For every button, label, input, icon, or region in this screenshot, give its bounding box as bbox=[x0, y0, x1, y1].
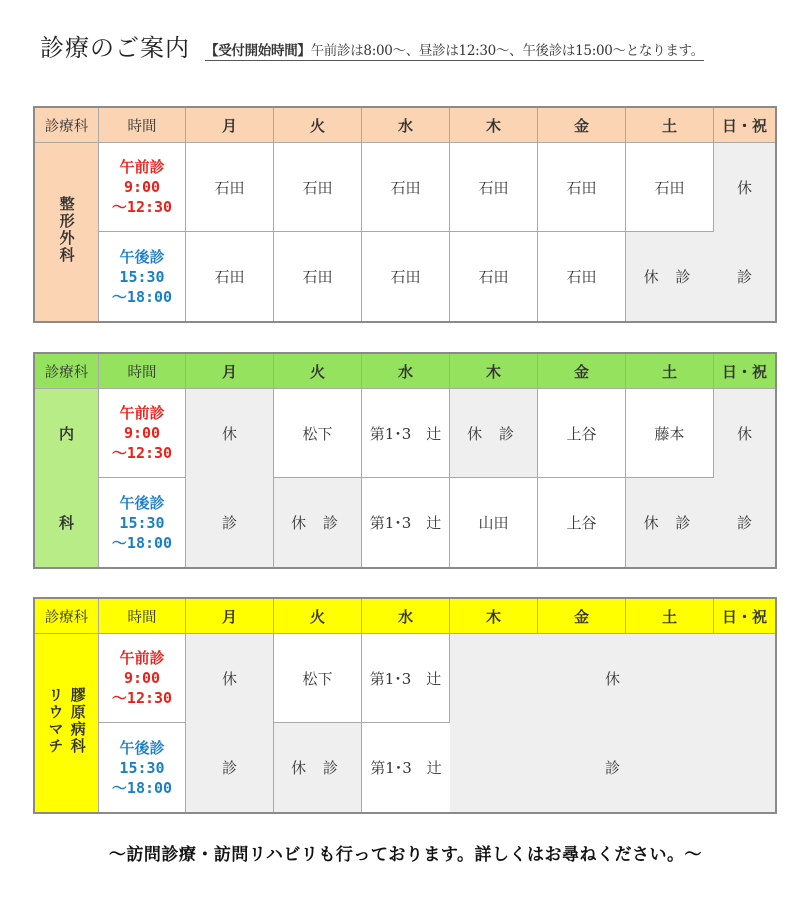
pm-end: ～18:00 bbox=[111, 287, 173, 306]
internal-pm-row bbox=[35, 478, 775, 567]
table-header-row bbox=[35, 108, 775, 143]
pm-start: 15:30 bbox=[119, 758, 165, 777]
pm-end: ～18:00 bbox=[111, 533, 173, 552]
internal-sunhol-closed bbox=[714, 389, 775, 567]
table-header-row bbox=[35, 599, 775, 634]
am-period-cell bbox=[99, 389, 186, 478]
header-sat: 土 bbox=[626, 599, 714, 634]
closed-label: 休 診 bbox=[643, 514, 697, 532]
rheum-am-row bbox=[35, 634, 775, 723]
orthopedics-schedule-table bbox=[33, 106, 777, 323]
closed-char-2: 診 bbox=[736, 514, 752, 532]
closed-char-1: 休 bbox=[736, 425, 752, 443]
header-mon: 月 bbox=[186, 354, 274, 389]
orthopedics-pm-row bbox=[35, 232, 775, 321]
rheumatology-schedule-table bbox=[33, 597, 777, 814]
orthopedics-dept-cell bbox=[35, 143, 99, 321]
ortho-sunhol-closed bbox=[714, 143, 775, 321]
pm-label: 午後診 bbox=[119, 493, 165, 512]
closed-char-1: 休 bbox=[736, 179, 752, 197]
pm-period-cell bbox=[99, 723, 186, 812]
page-header bbox=[40, 28, 800, 62]
closed-char-2: 診 bbox=[221, 759, 237, 777]
ortho-pm-mon: 石田 bbox=[186, 232, 274, 321]
rheum-dept-cell bbox=[35, 634, 99, 812]
header-mon: 月 bbox=[186, 108, 274, 143]
ortho-pm-sat-closed bbox=[626, 232, 714, 321]
internal-dept-char-1: 内 bbox=[58, 425, 74, 443]
ortho-pm-thu: 石田 bbox=[450, 232, 538, 321]
header-tue: 火 bbox=[274, 354, 362, 389]
internal-pm-thu: 山田 bbox=[450, 478, 538, 567]
header-wed: 水 bbox=[362, 599, 450, 634]
page-title: 診療のご案内 bbox=[40, 34, 190, 62]
header-fri: 金 bbox=[538, 599, 626, 634]
header-wed: 水 bbox=[362, 354, 450, 389]
ortho-am-wed: 石田 bbox=[362, 143, 450, 232]
am-period-cell bbox=[99, 634, 186, 723]
closed-label: 休 診 bbox=[291, 514, 344, 532]
reception-hours-label: 【受付開始時間】 bbox=[205, 43, 311, 59]
pm-start: 15:30 bbox=[119, 267, 165, 286]
rheum-dept-line-1: 膠原病科 bbox=[68, 687, 87, 755]
closed-char-2: 診 bbox=[736, 268, 752, 286]
internal-mon-closed bbox=[186, 389, 274, 567]
pm-label: 午後診 bbox=[119, 738, 165, 757]
header-thu: 木 bbox=[450, 354, 538, 389]
header-dept: 診療科 bbox=[35, 599, 99, 634]
ortho-pm-fri: 石田 bbox=[538, 232, 626, 321]
am-label: 午前診 bbox=[119, 158, 165, 176]
header-time: 時間 bbox=[99, 599, 186, 634]
ortho-am-thu: 石田 bbox=[450, 143, 538, 232]
rheum-dept-line-2: リウマチ bbox=[46, 687, 65, 755]
header-wed: 水 bbox=[362, 108, 450, 143]
ortho-pm-tue: 石田 bbox=[274, 232, 362, 321]
closed-char-1: 休 bbox=[221, 670, 237, 688]
pm-period-cell bbox=[99, 478, 186, 567]
closed-label: 休 診 bbox=[291, 759, 344, 777]
header-sunhol: 日・祝 bbox=[714, 599, 775, 634]
ortho-am-sat: 石田 bbox=[626, 143, 714, 232]
header-sat: 土 bbox=[626, 354, 714, 389]
internal-am-sat: 藤本 bbox=[626, 389, 714, 478]
pm-period-cell bbox=[99, 232, 186, 321]
reception-hours-note bbox=[205, 39, 704, 61]
header-time: 時間 bbox=[99, 354, 186, 389]
header-time: 時間 bbox=[99, 108, 186, 143]
closed-char-1: 休 bbox=[604, 670, 620, 688]
internal-pm-wed: 第1･3 辻 bbox=[362, 478, 450, 567]
header-mon: 月 bbox=[186, 599, 274, 634]
internal-am-thu-closed bbox=[450, 389, 538, 478]
ortho-am-tue: 石田 bbox=[274, 143, 362, 232]
rheum-am-wed: 第1･3 辻 bbox=[362, 634, 450, 723]
closed-label: 休 診 bbox=[643, 268, 697, 286]
header-fri: 金 bbox=[538, 354, 626, 389]
am-label: 午前診 bbox=[119, 404, 165, 422]
internal-pm-sat-closed bbox=[626, 478, 714, 567]
header-thu: 木 bbox=[450, 599, 538, 634]
internal-am-tue: 松下 bbox=[274, 389, 362, 478]
header-thu: 木 bbox=[450, 108, 538, 143]
orthopedics-am-row bbox=[35, 143, 775, 232]
internal-dept-cell bbox=[35, 389, 99, 567]
orthopedics-dept-name: 整形外科 bbox=[57, 196, 76, 264]
internal-pm-tue-closed bbox=[274, 478, 362, 567]
header-tue: 火 bbox=[274, 108, 362, 143]
table-header-row bbox=[35, 354, 775, 389]
am-start: 9:00 bbox=[123, 669, 161, 687]
pm-end: ～18:00 bbox=[111, 778, 173, 797]
header-sunhol: 日・祝 bbox=[714, 108, 775, 143]
am-start: 9:00 bbox=[123, 178, 161, 196]
am-end: ～12:30 bbox=[111, 444, 173, 462]
header-sunhol: 日・祝 bbox=[714, 354, 775, 389]
rheum-am-tue: 松下 bbox=[274, 634, 362, 723]
rheum-pm-tue-closed bbox=[274, 723, 362, 812]
header-dept: 診療科 bbox=[35, 354, 99, 389]
internal-schedule-table bbox=[33, 352, 777, 569]
internal-pm-fri: 上谷 bbox=[538, 478, 626, 567]
internal-am-row bbox=[35, 389, 775, 478]
rheum-thu-sunhol-closed bbox=[450, 634, 775, 812]
am-end: ～12:30 bbox=[111, 689, 173, 707]
ortho-am-mon: 石田 bbox=[186, 143, 274, 232]
closed-char-1: 休 bbox=[221, 425, 237, 443]
footer-message: ～訪問診療・訪問リハビリも行っております。詳しくはお尋ねください。～ bbox=[108, 845, 703, 865]
ortho-am-fri: 石田 bbox=[538, 143, 626, 232]
internal-dept-char-2: 科 bbox=[58, 514, 74, 532]
header-sat: 土 bbox=[626, 108, 714, 143]
ortho-pm-wed: 石田 bbox=[362, 232, 450, 321]
header-dept: 診療科 bbox=[35, 108, 99, 143]
am-start: 9:00 bbox=[123, 424, 161, 442]
rheum-pm-wed: 第1･3 辻 bbox=[362, 723, 450, 812]
rheum-mon-closed bbox=[186, 634, 274, 812]
rheum-dept-name bbox=[45, 687, 88, 755]
closed-char-2: 診 bbox=[221, 514, 237, 532]
internal-am-wed: 第1･3 辻 bbox=[362, 389, 450, 478]
am-label: 午前診 bbox=[119, 649, 165, 667]
am-end: ～12:30 bbox=[111, 198, 173, 216]
internal-am-fri: 上谷 bbox=[538, 389, 626, 478]
header-fri: 金 bbox=[538, 108, 626, 143]
header-tue: 火 bbox=[274, 599, 362, 634]
closed-label: 休 診 bbox=[467, 424, 520, 443]
pm-start: 15:30 bbox=[119, 513, 165, 532]
reception-hours-text: 午前診は8:00～、昼診は12:30～、午後診は15:00～となります。 bbox=[310, 43, 704, 59]
closed-char-2: 診 bbox=[604, 759, 620, 777]
am-period-cell bbox=[99, 143, 186, 232]
pm-label: 午後診 bbox=[119, 247, 165, 266]
